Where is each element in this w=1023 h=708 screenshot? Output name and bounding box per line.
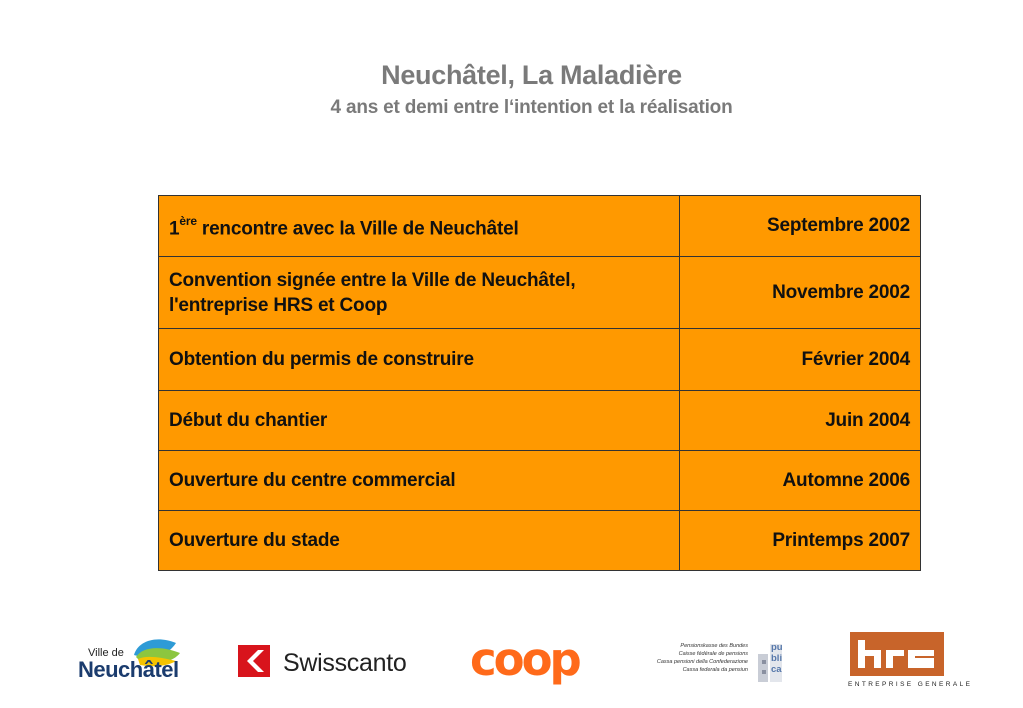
event-cell: Début du chantier (159, 391, 680, 451)
hrs-caption: ENTREPRISE GENERALE (848, 681, 973, 688)
table-row (159, 257, 921, 329)
event-text-line2: l'entreprise HRS et Coop (169, 294, 388, 316)
event-ordinal: 1 (169, 218, 180, 240)
page-subtitle: 4 ans et demi entre l‘intention et la réalisation (330, 97, 733, 118)
coop-logo (470, 633, 592, 686)
publica-logo (644, 640, 794, 688)
table-row (159, 511, 921, 571)
table-row (159, 451, 921, 511)
publica-line: Pensionskasse des Bundes (680, 643, 748, 649)
date-cell: Printemps 2007 (680, 511, 921, 571)
date-cell: Septembre 2002 (680, 196, 921, 257)
hrs-logo-mark (850, 632, 944, 676)
event-cell: Obtention du permis de construire (159, 329, 680, 391)
hrs-letters-icon (850, 632, 944, 676)
date-cell: Automne 2006 (680, 451, 921, 511)
hrs-logo (848, 632, 973, 690)
swisscanto-mark-icon (238, 645, 270, 677)
page-title: Neuchâtel, La Maladière (381, 60, 682, 90)
neuchatel-logo-small-text: Ville de (88, 647, 124, 659)
event-cell (159, 196, 680, 257)
neuchatel-logo-text: Neuchâtel (78, 657, 179, 682)
table-row (159, 391, 921, 451)
event-cell (159, 257, 680, 329)
swisscanto-logo-text: Swisscanto (283, 649, 407, 677)
coop-logo-text: coop (470, 633, 579, 686)
publica-text-block (644, 642, 748, 674)
date-cell: Juin 2004 (680, 391, 921, 451)
publica-line: Cassa federala da pensiun (682, 667, 748, 673)
publica-line: Cassa pensioni della Confederazione (656, 659, 748, 665)
event-cell: Ouverture du centre commercial (159, 451, 680, 511)
table-row (159, 196, 921, 257)
event-cell: Ouverture du stade (159, 511, 680, 571)
publica-line: Caisse fédérale de pensions (678, 651, 748, 657)
event-text-line1: Convention signée entre la Ville de Neuchâtel, (169, 269, 576, 291)
swisscanto-logo (238, 645, 413, 681)
title-block (0, 60, 1023, 119)
publica-word: pu bli ca (771, 642, 783, 675)
date-cell: Février 2004 (680, 329, 921, 391)
event-ordinal-suffix: ère (179, 213, 197, 228)
event-text: rencontre avec la Ville de Neuchâtel (196, 218, 519, 240)
neuchatel-logo (76, 635, 186, 685)
table-row (159, 329, 921, 391)
timeline-table (158, 195, 921, 571)
date-cell: Novembre 2002 (680, 257, 921, 329)
